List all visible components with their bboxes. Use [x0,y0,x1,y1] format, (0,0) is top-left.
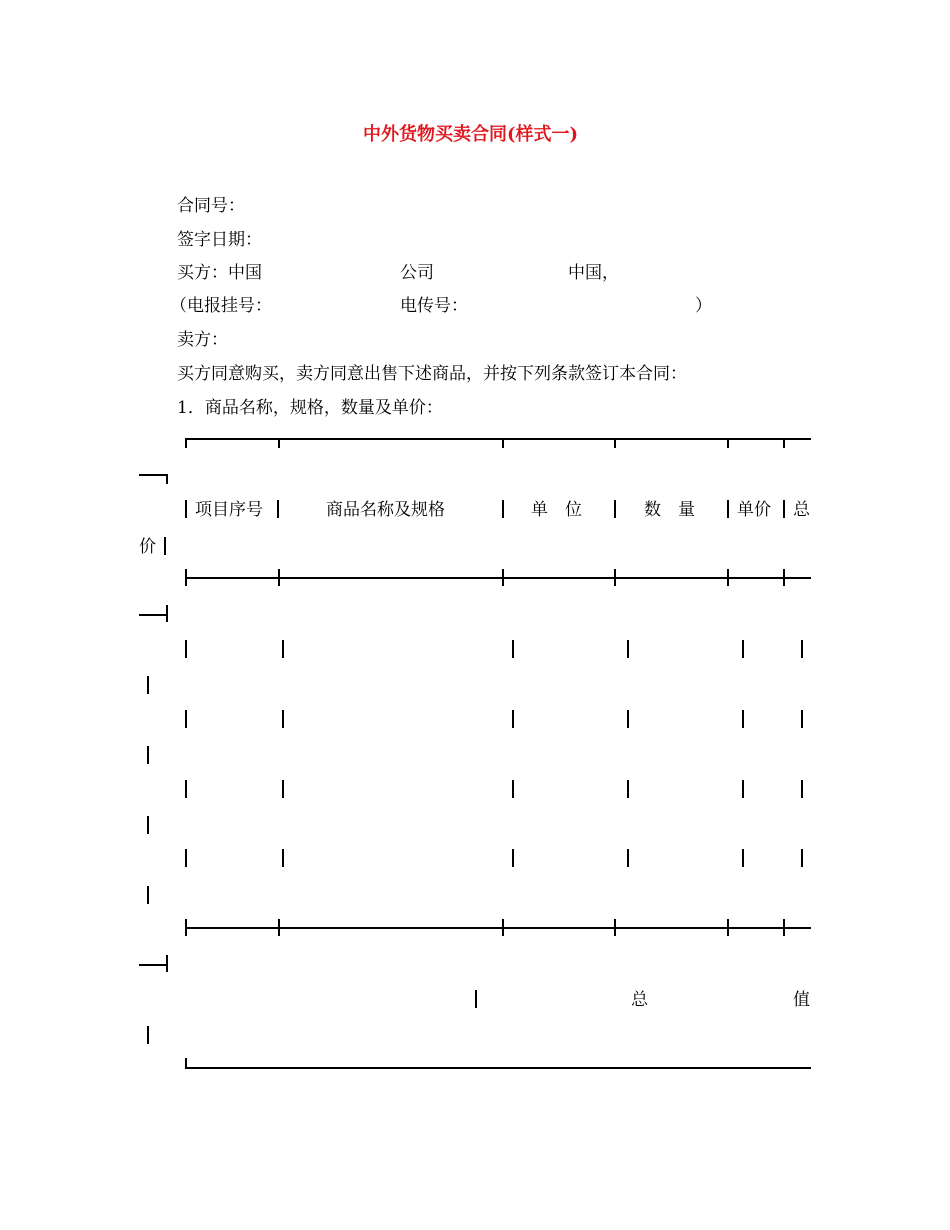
wrap-stub-3 [139,964,167,966]
cell-divider [475,990,477,1008]
tick [727,569,729,586]
cell-divider [282,710,284,728]
header-unit-price: 单价 [737,500,771,520]
cell-divider [801,849,803,867]
tick [278,438,280,448]
cell-divider [627,780,629,798]
tick [278,569,280,586]
cell-divider [727,500,729,518]
header-unit: 单 位 [531,500,582,520]
cell-divider [185,780,187,798]
header-name-spec: 商品名称及规格 [326,500,445,520]
close-paren: ） [695,296,712,316]
cell-divider [512,710,514,728]
seller-label: 卖方： [177,330,228,350]
cell-divider [627,640,629,658]
cell-divider [742,640,744,658]
total-value-label-2: 值 [793,990,810,1010]
cell-divider [277,500,279,518]
cell-divider [627,849,629,867]
tick [783,919,785,936]
header-quantity: 数 量 [644,500,695,520]
cell-divider [512,640,514,658]
header-total-1: 总 [793,500,810,520]
tick [502,919,504,936]
cell-divider [801,640,803,658]
cell-divider [282,640,284,658]
tick [166,474,168,484]
tick [783,438,785,448]
tick [166,955,168,972]
tick [185,569,187,586]
tick [614,919,616,936]
header-total-2: 价 [139,537,156,557]
intro-paragraph: 买方同意购买，卖方同意出售下述商品，并按下列条款签订本合同： [177,364,687,384]
tick [502,569,504,586]
cell-divider [147,676,149,694]
cell-divider [742,849,744,867]
cell-divider [147,816,149,834]
cell-divider [742,710,744,728]
document-title: 中外货物买卖合同(样式一) [363,124,579,145]
tick [783,569,785,586]
cell-divider [512,780,514,798]
tick [727,438,729,448]
telex-label: 电传号： [400,296,468,316]
tick [727,919,729,936]
tick [614,569,616,586]
tick [278,919,280,936]
cell-divider [282,849,284,867]
wrap-stub-2 [139,614,167,616]
cell-divider [627,710,629,728]
cell-divider [185,710,187,728]
contract-number-label: 合同号： [177,196,245,216]
total-value-label-1: 总 [631,990,648,1010]
cell-divider [282,780,284,798]
tick [185,1058,187,1068]
tick [185,438,187,448]
tick [502,438,504,448]
cell-divider [185,640,187,658]
buyer-country-label: 中国， [568,263,619,283]
telegraph-label: （电报挂号： [170,296,272,316]
tick [185,919,187,936]
buyer-label: 买方：中国 [177,263,262,283]
cell-divider [742,780,744,798]
cell-divider [164,537,166,555]
cell-divider [801,710,803,728]
cell-divider [512,849,514,867]
cell-divider [185,849,187,867]
cell-divider [147,746,149,764]
cell-divider [502,500,504,518]
cell-divider [783,500,785,518]
wrap-stub-1 [139,474,167,476]
buyer-company-label: 公司 [400,263,434,283]
table-bottom-border [185,1067,811,1069]
cell-divider [185,500,187,518]
clause-1-heading: 1．商品名称，规格，数量及单价： [177,398,443,418]
cell-divider [147,1026,149,1044]
header-item-number: 项目序号 [195,500,263,520]
tick [166,605,168,622]
tick [614,438,616,448]
cell-divider [147,886,149,904]
signing-date-label: 签字日期： [177,230,262,250]
cell-divider [614,500,616,518]
cell-divider [801,780,803,798]
